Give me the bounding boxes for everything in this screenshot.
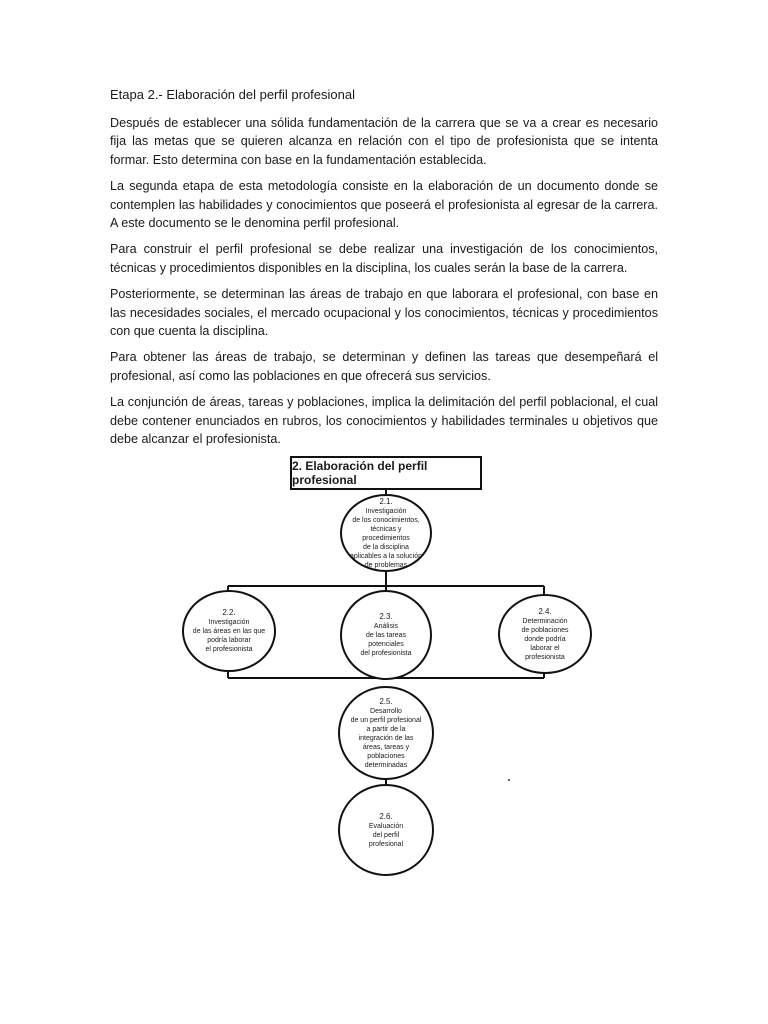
- node-2-1-text: Investigación de los conocimientos, técnicas y procedimientos de la disciplina aplicables a la solución de problemas: [350, 507, 422, 569]
- section-heading: Etapa 2.- Elaboración del perfil profesional: [110, 87, 355, 102]
- node-2-2: [182, 590, 276, 672]
- paragraph-6: La conjunción de áreas, tareas y poblaciones, implica la delimitación del perfil poblacional, el cual debe contener enunciados en rubros, los conocimientos y habilidades terminales u objetivos que debe alcanzar el profesionista.: [110, 395, 658, 447]
- node-2-6: [338, 784, 434, 876]
- scan-speck: [508, 779, 510, 781]
- node-2-6-text: Evaluación del perfil profesional: [368, 822, 404, 848]
- profile-flow-diagram: [170, 448, 600, 888]
- paragraph-2: La segunda etapa de esta metodología consiste en la elaboración de un documento donde se contemplen las habilidades y conocimientos que poseerá el profesionista al egresar de la carrera. A este documento se le denomina perfil profesional.: [110, 179, 658, 231]
- paragraph-3: Para construir el perfil profesional se debe realizar una investigación de los conocimientos, técnicas y procedimientos disponibles en la disciplina, los cuales serán la base de la carrera.: [110, 242, 658, 275]
- node-2-6-number: 2.6.: [379, 811, 393, 821]
- node-2-2-text: Investigación de las áreas en las que podría laborar el profesionista: [192, 619, 266, 653]
- node-2-3-number: 2.3.: [379, 612, 393, 621]
- diagram-title: 2. Elaboración del perfil profesional: [290, 456, 482, 490]
- node-2-3: [340, 590, 432, 680]
- paragraph-5: Para obtener las áreas de trabajo, se determinan y definen las tareas que desempeñará el profesional, así como las poblaciones en que ofrecerá sus servicios.: [110, 350, 658, 383]
- node-2-1-number: 2.1.: [379, 496, 393, 506]
- node-2-1: [340, 494, 432, 572]
- paragraph-1: Después de establecer una sólida fundamentación de la carrera que se va a crear es necesario fija las metas que se quieren alcanza en relación con el tipo de profesionista que se intenta formar. Esto determina con base en la fundamentación establecida.: [110, 116, 658, 167]
- node-2-4-text: Determinación de poblaciones donde podría laborar el profesionista: [521, 617, 569, 661]
- node-2-5: [338, 686, 434, 780]
- document-body: [110, 86, 658, 457]
- node-2-5-number: 2.5.: [379, 696, 393, 706]
- node-2-3-text: Análisis de las tareas potenciales del profesionista: [360, 623, 412, 657]
- node-2-5-text: Desarrollo de un perfil profesional a partir de la integración de las áreas, tareas y poblaciones determinadas: [350, 707, 422, 769]
- paragraph-4: Posteriormente, se determinan las áreas de trabajo en que laborara el profesional, con base en las necesidades sociales, el mercado ocupacional y los conocimientos, técnicas y procedimientos con que cuenta la disciplina.: [110, 287, 658, 339]
- node-2-2-number: 2.2.: [222, 608, 236, 617]
- node-2-4-number: 2.4.: [538, 606, 552, 616]
- node-2-4: [498, 594, 592, 674]
